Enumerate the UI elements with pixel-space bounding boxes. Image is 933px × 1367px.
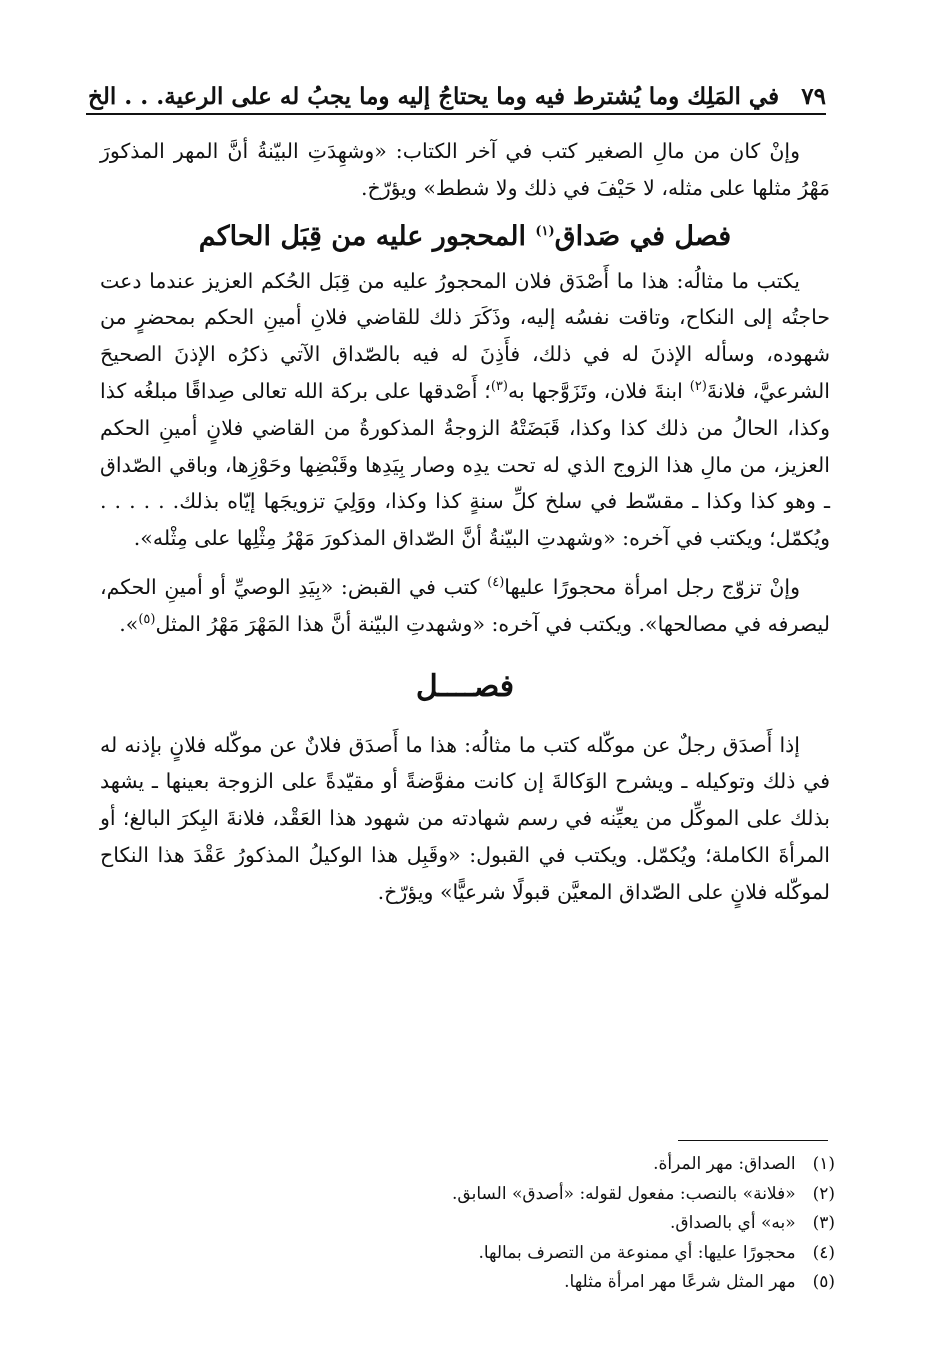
section-heading-sadaq (100, 219, 830, 255)
footnote-item (300, 1239, 835, 1269)
footnote-ref-1: (١) (535, 223, 555, 239)
footnote-text: محجورًا عليها: أي ممنوعة من التصرف بمالها. (478, 1242, 796, 1263)
footnote-text: الصداق: مهر المرأة. (653, 1154, 796, 1174)
main-text (100, 133, 830, 911)
running-header (88, 72, 826, 112)
p3-text-b: كتب في القبض: «بِيَدِ الوصيِّ أو أمينِ الحكم، ليصرفه في مصالحها». ويكتب في آخره: «وشهدتِ البيّنة أنَّ هذا المَهْرَ مَهْرُ المثل (100, 574, 830, 636)
footnote-text: «فلانة» بالنصب: مفعول لقوله: «أصدق» السابق. (452, 1183, 796, 1204)
paragraph-3 (100, 569, 830, 643)
paragraph-4: إذا أَصدَق رجلٌ عن موكّله كتب ما مثالُه: هذا ما أَصدَق فلانٌ عن موكّله فلانٍ بإذنه له في ذلك وتوكيله ـ ويشرح الوَكالةَ إن كانت مفوَّضةً أو مقيّدةً على الزوجة بعينها ـ يشهد بذلك على الموكِّل من يعيِّنه في رسم شهادته من شهود هذا العَقْد، فلانةَ البِكرَ البالغ؛ أو المرأةَ الكاملة؛ ويُكمّل. ويكتب في القبول: «وقَبِل هذا الوكيلُ المذكورُ عَقْدَ هذا النكاح لموكّله فلانٍ على الصّداق المعيَّن قبولًا شرعيًّا» ويؤرّخ. (100, 732, 830, 904)
footnote-text: «به» أي بالصداق. (670, 1213, 796, 1233)
footnote-number: (١) (812, 1154, 835, 1174)
footnote-item (300, 1209, 835, 1239)
p3-text-c: ». (119, 611, 139, 636)
footnote-number: (٥) (812, 1272, 835, 1292)
footnote-rule (678, 1140, 828, 1141)
page-number: ٧٩ (801, 83, 826, 110)
p3-text-a: وإنْ تزوّج رجل امرأة محجورًا عليها (504, 574, 800, 599)
footnote-number: (٣) (812, 1213, 835, 1233)
footnote-number: (٤) (812, 1242, 835, 1263)
p2-text-c: ؛ أَصْدقها على بركة الله تعالى صِداقًا مبلغُه كذا وكذا، الحالُ من ذلك كذا وكذا، قَبَضَتْهُ الزوجةُ المذكورةُ من القاضي فلانٍ أمينِ الحكم العزيز، من مالِ هذا الزوج الذي له تحت يدِه وصار بِيَدِها وقَبْضِها وحَوْزِها، وباقي الصّداق ـ وهو كذا وكذا ـ مقسّط في سلخ كلِّ سنةٍ كذا وكذا، ووَلِيَ تزويجَها إيّاه بذلك. . . . . . ويُكمّل؛ ويكتب في آخره: «وشهدتِ البيّنةُ أنَّ الصّداق المذكورَ مَهْرُ مِثْلِها على مِثْله». (100, 378, 830, 551)
header-rule (86, 113, 826, 115)
footnotes (300, 1150, 835, 1298)
p2-text-b: ابنةَ فلان، وتَزَوَّجها به (507, 378, 690, 403)
running-title: في المَلِك وما يُشترط فيه وما يحتاجُ إليه وما يجبُ له على الرعية. . . الخ (88, 83, 780, 110)
p2-text-a: يكتب ما مثالُه: هذا ما أَصْدَق فلان المحجورُ عليه من قِبَل الحُكم العزيز عندما دعت حاجتُه إلى النكاح، وتاقت نفسُه إليه، وذَكَرَ ذلك للقاضي فلانِ أمينِ الحكم بمحضرٍ من شهوده، وسأله الإذنَ له في ذلك، فأَذِنَ له فيه بالصّداق الآتي ذكرُه الإذنَ الصحيحَ الشرعيَّ، فلانةَ (100, 268, 830, 403)
paragraph-2 (100, 263, 830, 557)
heading-text-b: المحجور عليه من قِبَل الحاكم (198, 220, 536, 252)
footnote-text: مهر المثل شرعًا مهر امرأة مثلها. (564, 1272, 796, 1292)
footnote-number: (٢) (812, 1183, 835, 1204)
paragraph-1: وإنْ كان من مالِ الصغير كتب في آخر الكتاب: «وشهِدَتِ البيّنةُ أنَّ المهر المذكورَ مَهْرُ مثلها على مثله، لا حَيْفَ في ذلك ولا شطط» ويؤرّخ. (100, 139, 830, 200)
footnote-item (300, 1180, 835, 1210)
footnote-ref-2: (٢) (689, 379, 707, 395)
footnote-ref-5: (٥) (138, 611, 156, 627)
footnote-ref-4: (٤) (487, 575, 505, 591)
footnote-item (300, 1150, 835, 1180)
section-heading-fasl: فصــــل (415, 668, 515, 704)
heading-text-a: فصل في صَداق (554, 220, 732, 252)
footnote-item (300, 1268, 835, 1298)
footnote-ref-3: (٣) (490, 379, 508, 395)
